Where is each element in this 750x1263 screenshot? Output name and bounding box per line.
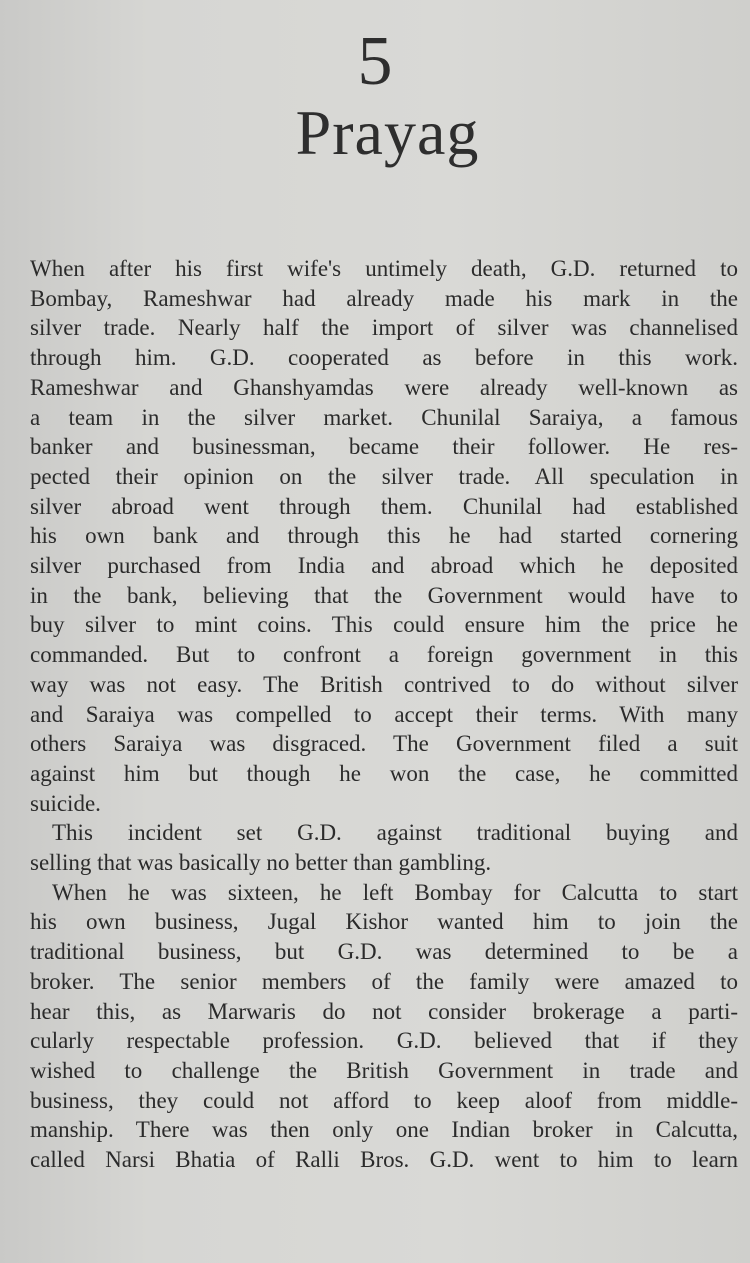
text-line: others Saraiya was disgraced. The Government filed a suit: [30, 731, 738, 757]
text-line: in the bank, believing that the Government would have to: [30, 582, 738, 608]
text-line: silver purchased from India and abroad which he deposited: [30, 553, 738, 579]
text-line: buy silver to mint coins. This could ensure him the price he: [30, 612, 738, 638]
text-line: commanded. But to confront a foreign government in this: [30, 642, 738, 668]
text-line: his own business, Jugal Kishor wanted him to join the: [30, 909, 738, 935]
text-line: selling that was basically no better than gambling.: [30, 850, 492, 876]
text-line: traditional business, but G.D. was determined to be a: [30, 939, 738, 965]
text-line: a team in the silver market. Chunilal Saraiya, a famous: [30, 404, 738, 430]
chapter-number: 5: [357, 23, 393, 100]
text-line: cularly respectable profession. G.D. believed that if they: [30, 1028, 738, 1054]
text-line: his own bank and through this he had started cornering: [30, 523, 738, 549]
text-line: broker. The senior members of the family were amazed to: [30, 968, 738, 994]
text-line: When after his first wife's untimely death, G.D. returned to: [30, 256, 738, 281]
text-line: When he was sixteen, he left Bombay for Calcutta to start: [52, 879, 738, 905]
text-line: wished to challenge the British Government in trade and: [30, 1057, 738, 1083]
text-line: Bombay, Rameshwar had already made his mark in the: [30, 285, 738, 311]
text-line: business, they could not afford to keep aloof from middle-: [30, 1087, 738, 1113]
text-line: hear this, as Marwaris do not consider brokerage a parti-: [30, 998, 738, 1024]
text-line: pected their opinion on the silver trade. All speculation in: [30, 463, 738, 489]
text-line: silver abroad went through them. Chunilal had established: [30, 493, 738, 519]
chapter-title: Prayag: [295, 97, 480, 168]
text-line: This incident set G.D. against traditional buying and: [52, 820, 738, 846]
text-line: way was not easy. The British contrived to do without silver: [30, 671, 738, 697]
text-line: through him. G.D. cooperated as before in this work.: [30, 345, 738, 371]
text-line: Rameshwar and Ghanshyamdas were already well-known as: [30, 374, 738, 400]
text-line: suicide.: [30, 790, 101, 816]
text-line: and Saraiya was compelled to accept their terms. With many: [30, 701, 738, 727]
text-line: banker and businessman, became their follower. He res-: [30, 434, 738, 460]
text-line: silver trade. Nearly half the import of silver was channelised: [30, 315, 738, 341]
body-text: [30, 254, 738, 1175]
text-line: against him but though he won the case, he committed: [30, 760, 738, 786]
text-line: called Narsi Bhatia of Ralli Bros. G.D. went to him to learn: [30, 1147, 738, 1173]
text-line: manship. There was then only one Indian broker in Calcutta,: [30, 1117, 738, 1143]
